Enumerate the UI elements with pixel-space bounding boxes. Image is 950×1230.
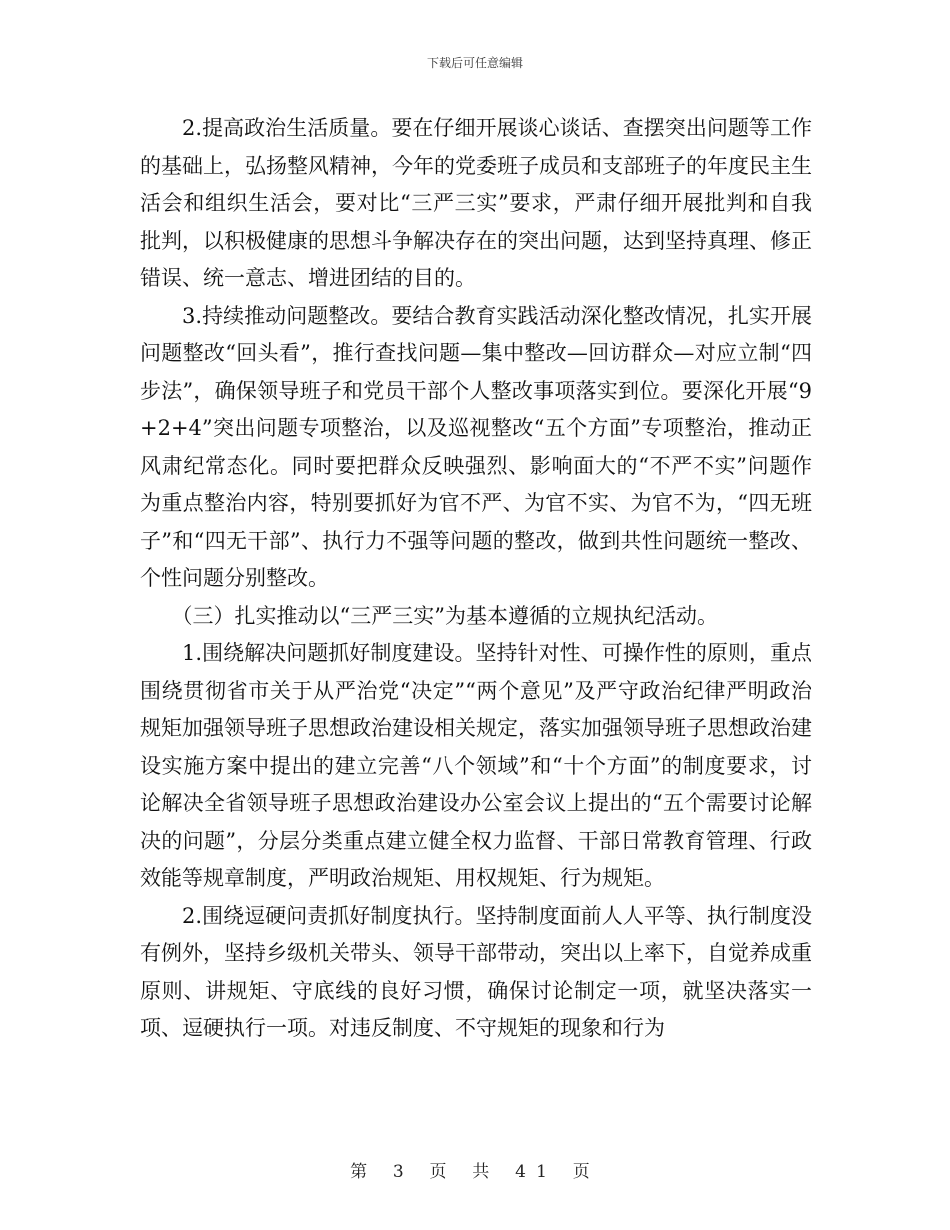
paragraph-system-building: 1.围绕解决问题抓好制度建设。坚持针对性、可操作性的原则，重点围绕贯彻省市关于从严治党“决定”“两个意见”及严守政治纪律严明政治规矩加强领导班子思想政治建设相关规定，落实加强领导班子思想政治建设实施方案中提出的建立完善“八个领域”和“十个方面”的制度要求，讨论解决全省领导班子思想政治建设办公室会议上提出的“五个需要讨论解决的问题”，分层分类重点建立健全权力监督、干部日常教育管理、行政效能等规章制度，严明政治规矩、用权规矩、行为规矩。 bbox=[140, 641, 812, 890]
page-header: 下载后可任意编辑 bbox=[426, 56, 523, 70]
paragraph-problem-rectification: 3.持续推动问题整改。要结合教育实践活动深化整改情况，扎实开展问题整改“回头看”，推行查找问题—集中整改—回访群众—对应立制“四步法”，确保领导班子和党员干部个人整改事项落实到位。要深化开展“9+2+4”突出问题专项整治，以及巡视整改“五个方面”专项整治，推动正风肃纪常态化。同时要把群众反映强烈、影响面大的“不严不实”问题作为重点整治内容，特别要抓好为官不严、为官不实、为官不为，“四无班子”和“四无干部”、执行力不强等问题的整改，做到共性问题统一整改、个性问题分别整改。 bbox=[140, 303, 812, 590]
paragraph-system-execution: 2.围绕逗硬问责抓好制度执行。坚持制度面前人人平等、执行制度没有例外，坚持乡级机关带头、领导干部带动，突出以上率下，自觉养成重原则、讲规矩、守底线的良好习惯，确保讨论制定一项，就坚决落实一项、逗硬执行一项。对违反制度、不守规矩的现象和行为 bbox=[140, 903, 812, 1040]
paragraph-improve-political-life: 2.提高政治生活质量。要在仔细开展谈心谈话、查摆突出问题等工作的基础上，弘扬整风精神，今年的党委班子成员和支部班子的年度民主生活会和组织生活会，要对比“三严三实”要求，严肃仔细开展批判和自我批判，以积极健康的思想斗争解决存在的突出问题，达到坚持真理、修正错误、统一意志、增进团结的目的。 bbox=[140, 116, 812, 290]
section-heading-three: （三）扎实推动以“三严三实”为基本遵循的立规执纪活动。 bbox=[171, 603, 718, 628]
document-body bbox=[140, 110, 812, 1048]
page-number-footer: 第 3 页 共 41 页 bbox=[350, 1162, 600, 1182]
